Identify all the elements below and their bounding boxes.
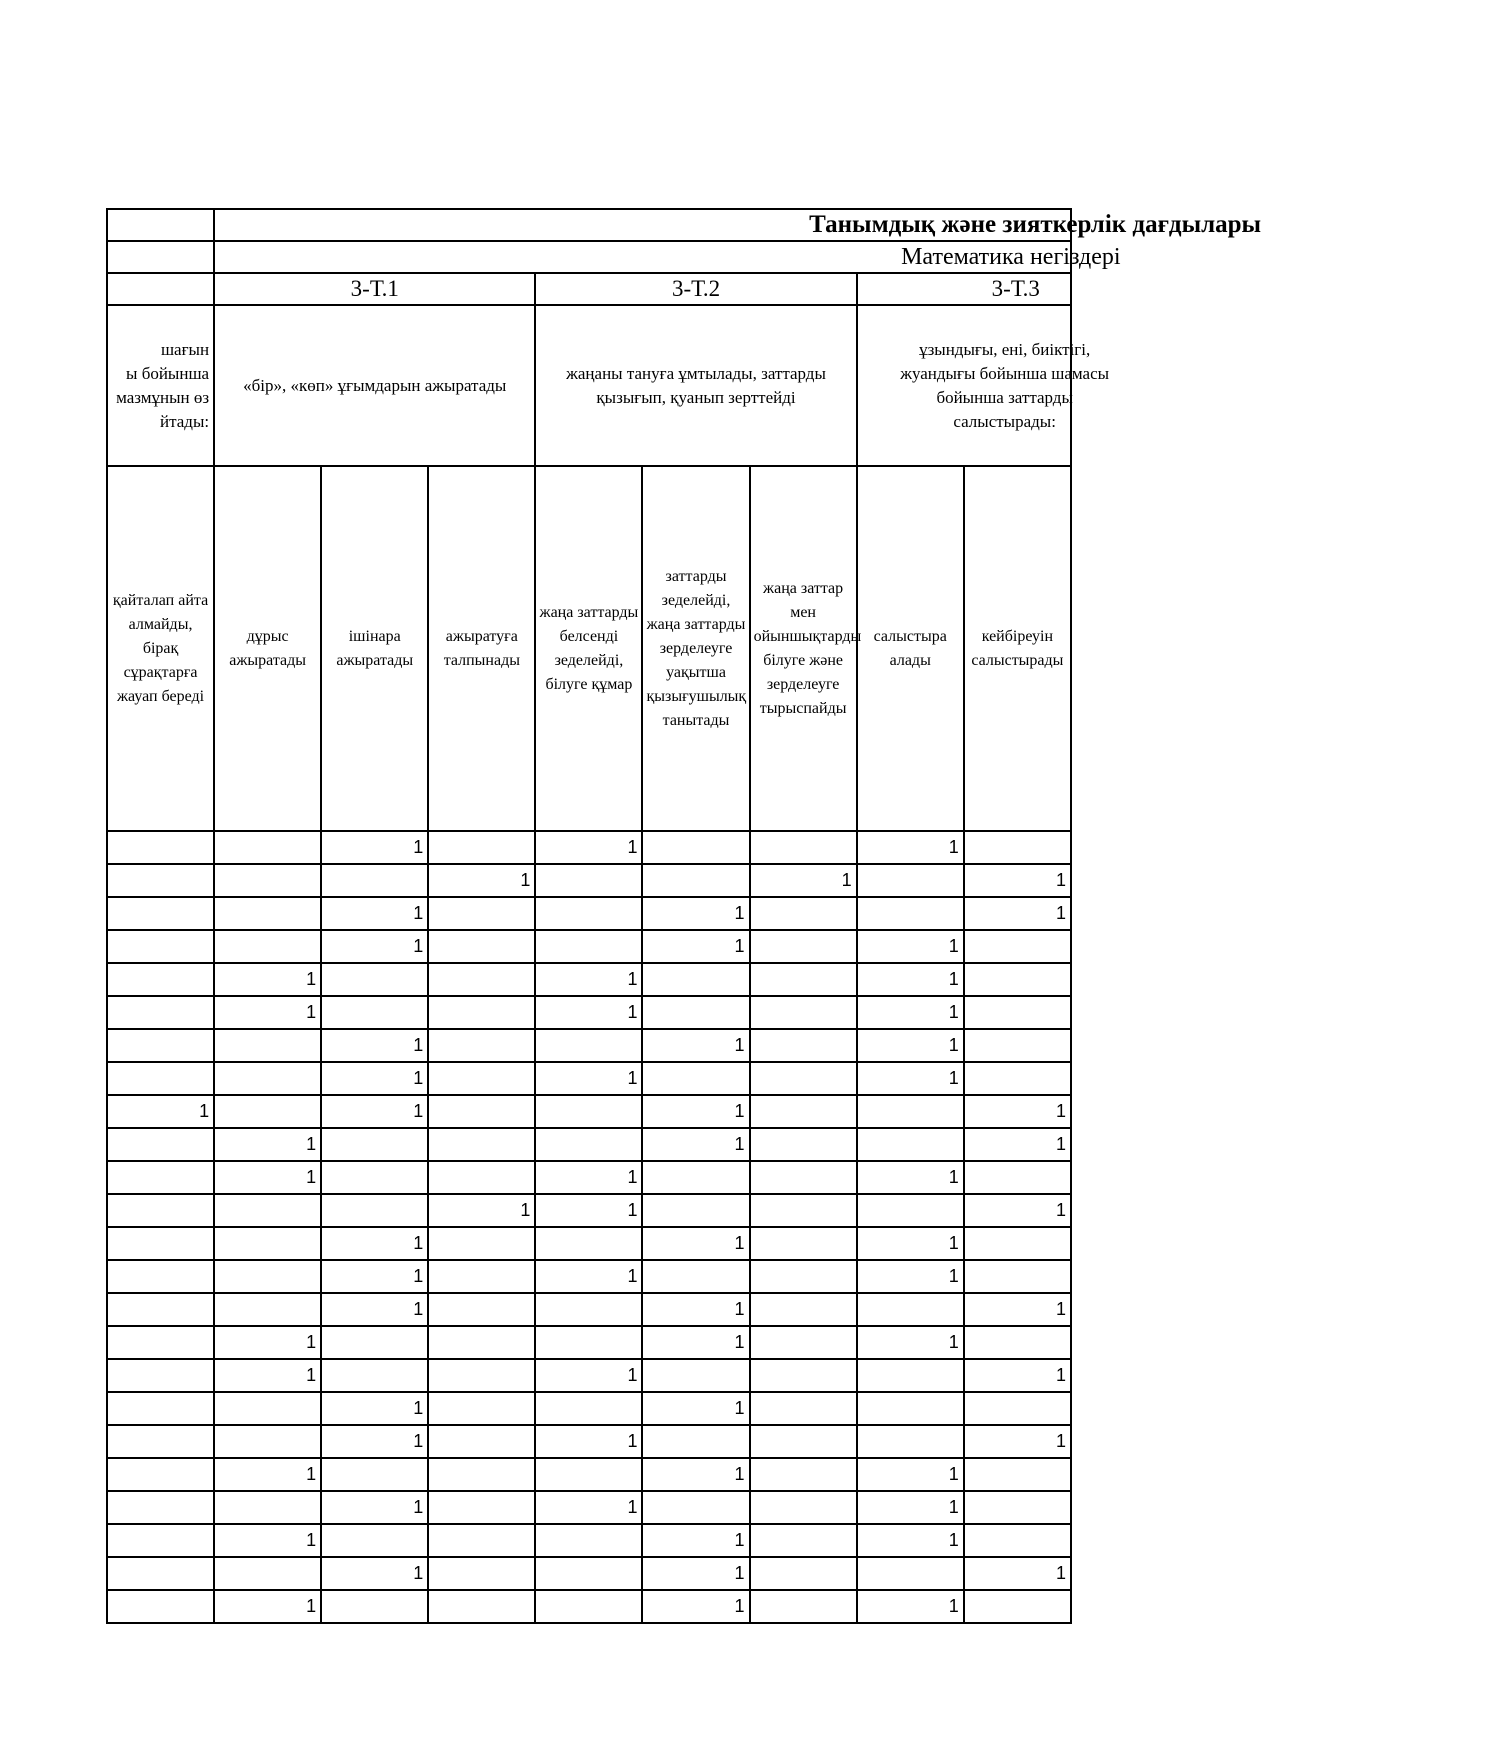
- table-cell[interactable]: [107, 1293, 214, 1326]
- table-cell[interactable]: 1: [321, 1062, 428, 1095]
- blank-cell: [107, 241, 214, 273]
- table-cell[interactable]: 1: [642, 1590, 749, 1623]
- table-cell[interactable]: 1: [857, 1029, 964, 1062]
- table-cell[interactable]: 1: [535, 996, 642, 1029]
- table-cell[interactable]: 1: [321, 1029, 428, 1062]
- table-cell[interactable]: 1: [535, 1359, 642, 1392]
- table-cell[interactable]: [107, 1557, 214, 1590]
- table-cell[interactable]: [535, 930, 642, 963]
- table-cell[interactable]: 1: [964, 1194, 1071, 1227]
- table-cell[interactable]: 1: [214, 1128, 321, 1161]
- sub-header-6: жаңа заттар мен ойыншықтарды білуге және зерделеуге тырыспайды: [750, 466, 857, 831]
- blank-cell: [107, 273, 214, 305]
- table-cell[interactable]: [321, 996, 428, 1029]
- table-cell[interactable]: 1: [214, 963, 321, 996]
- table-cell[interactable]: [750, 1557, 857, 1590]
- table-cell[interactable]: 1: [321, 1095, 428, 1128]
- table-cell[interactable]: 1: [321, 1425, 428, 1458]
- table-cell[interactable]: [107, 1491, 214, 1524]
- table-cell[interactable]: [428, 1293, 535, 1326]
- table-cell[interactable]: 1: [642, 1029, 749, 1062]
- table-cell[interactable]: [857, 1095, 964, 1128]
- table-cell[interactable]: 1: [214, 1590, 321, 1623]
- table-cell[interactable]: [750, 1293, 857, 1326]
- table-cell[interactable]: [750, 1128, 857, 1161]
- table-cell[interactable]: [107, 1326, 214, 1359]
- table-cell[interactable]: [750, 1392, 857, 1425]
- table-cell[interactable]: 1: [321, 1491, 428, 1524]
- table-cell[interactable]: [107, 1062, 214, 1095]
- table-cell[interactable]: [214, 930, 321, 963]
- table-cell[interactable]: [321, 1458, 428, 1491]
- table-cell[interactable]: [750, 1062, 857, 1095]
- table-cell[interactable]: [642, 1491, 749, 1524]
- table-cell[interactable]: [964, 1458, 1071, 1491]
- table-cell[interactable]: 1: [535, 963, 642, 996]
- group-code-2: 3-Т.2: [535, 273, 856, 305]
- table-cell[interactable]: [321, 1161, 428, 1194]
- group-description-3-label: ұзындығы, ені, биіктігі, жуандығы бойынша шамасы бойынша заттарды салыстырады:: [900, 339, 1110, 431]
- table-cell[interactable]: [321, 1359, 428, 1392]
- table-cell[interactable]: [107, 963, 214, 996]
- table-row: [107, 1062, 1071, 1095]
- table-cell[interactable]: 1: [535, 1161, 642, 1194]
- table-cell[interactable]: [535, 1326, 642, 1359]
- table-row: [107, 1392, 1071, 1425]
- table-cell[interactable]: [214, 1095, 321, 1128]
- table-cell[interactable]: 1: [857, 1326, 964, 1359]
- table-cell[interactable]: [428, 1029, 535, 1062]
- table-cell[interactable]: 1: [857, 1590, 964, 1623]
- table-cell[interactable]: 1: [535, 1062, 642, 1095]
- sub-header-4: жаңа заттарды белсенді зеделейді, білуге құмар: [535, 466, 642, 831]
- table-row: [107, 1359, 1071, 1392]
- table-cell[interactable]: 1: [535, 1425, 642, 1458]
- table-cell[interactable]: [750, 831, 857, 864]
- table-cell[interactable]: [107, 1194, 214, 1227]
- table-cell[interactable]: [964, 1227, 1071, 1260]
- table-cell[interactable]: [964, 996, 1071, 1029]
- table-cell[interactable]: [321, 864, 428, 897]
- table-cell[interactable]: [428, 930, 535, 963]
- table-cell[interactable]: [750, 1227, 857, 1260]
- section-title-row: [107, 209, 1071, 241]
- table-cell[interactable]: [214, 1557, 321, 1590]
- table-cell[interactable]: [321, 1194, 428, 1227]
- table-cell[interactable]: [642, 1260, 749, 1293]
- table-cell[interactable]: [857, 897, 964, 930]
- table-cell[interactable]: 1: [857, 1161, 964, 1194]
- table-cell[interactable]: [428, 831, 535, 864]
- table-cell[interactable]: [214, 831, 321, 864]
- table-cell[interactable]: [964, 1524, 1071, 1557]
- table-row: [107, 1458, 1071, 1491]
- table-cell[interactable]: [428, 1392, 535, 1425]
- table-cell[interactable]: 1: [321, 1227, 428, 1260]
- table-cell[interactable]: 1: [642, 1524, 749, 1557]
- table-cell[interactable]: [857, 1293, 964, 1326]
- table-cell[interactable]: [428, 1227, 535, 1260]
- table-cell[interactable]: [535, 1293, 642, 1326]
- spreadsheet-page: [106, 208, 1262, 1616]
- table-cell[interactable]: 1: [857, 831, 964, 864]
- table-cell[interactable]: [535, 1458, 642, 1491]
- table-cell[interactable]: [750, 897, 857, 930]
- table-cell[interactable]: [750, 1425, 857, 1458]
- table-cell[interactable]: 1: [964, 1293, 1071, 1326]
- table-cell[interactable]: [750, 1359, 857, 1392]
- table-cell[interactable]: [857, 1557, 964, 1590]
- table-cell[interactable]: [964, 1161, 1071, 1194]
- table-cell[interactable]: [107, 930, 214, 963]
- table-cell[interactable]: [321, 963, 428, 996]
- table-cell[interactable]: [964, 1491, 1071, 1524]
- table-cell[interactable]: [964, 1029, 1071, 1062]
- table-cell[interactable]: 1: [535, 1491, 642, 1524]
- table-cell[interactable]: 1: [321, 1392, 428, 1425]
- table-cell[interactable]: 1: [107, 1095, 214, 1128]
- table-cell[interactable]: 1: [964, 1128, 1071, 1161]
- table-cell[interactable]: 1: [964, 1359, 1071, 1392]
- table-cell[interactable]: [107, 1425, 214, 1458]
- table-cell[interactable]: [750, 1326, 857, 1359]
- table-row: [107, 1029, 1071, 1062]
- table-cell[interactable]: [535, 897, 642, 930]
- table-cell[interactable]: [964, 1590, 1071, 1623]
- table-cell[interactable]: [642, 1161, 749, 1194]
- lead-description-line: мазмұнын өз: [116, 387, 210, 407]
- table-row: [107, 1293, 1071, 1326]
- table-cell[interactable]: [107, 1029, 214, 1062]
- group-code-1: 3-Т.1: [214, 273, 535, 305]
- table-cell[interactable]: [750, 1095, 857, 1128]
- table-row: [107, 1260, 1071, 1293]
- table-cell[interactable]: 1: [964, 897, 1071, 930]
- group-description-row: [107, 305, 1071, 466]
- sub-header-8: кейбіреуін салыстырады: [964, 466, 1071, 831]
- table-cell[interactable]: 1: [214, 996, 321, 1029]
- table-cell[interactable]: 1: [857, 1491, 964, 1524]
- group-description-1: «бір», «көп» ұғымдарын ажыратады: [214, 305, 535, 466]
- table-cell[interactable]: 1: [321, 930, 428, 963]
- table-cell[interactable]: 1: [321, 1557, 428, 1590]
- table-cell[interactable]: [107, 1359, 214, 1392]
- table-row: [107, 1524, 1071, 1557]
- table-cell[interactable]: 1: [321, 1260, 428, 1293]
- table-cell[interactable]: [750, 1491, 857, 1524]
- table-cell[interactable]: [750, 1260, 857, 1293]
- table-cell[interactable]: [964, 1326, 1071, 1359]
- sub-header-3: ажыратуға талпынады: [428, 466, 535, 831]
- table-row: [107, 1491, 1071, 1524]
- group-code-row: [107, 273, 1071, 305]
- table-cell[interactable]: [428, 897, 535, 930]
- table-cell[interactable]: 1: [964, 1425, 1071, 1458]
- table-cell[interactable]: [750, 963, 857, 996]
- table-cell[interactable]: 1: [750, 864, 857, 897]
- table-cell[interactable]: [642, 864, 749, 897]
- lead-description-line: ы бойынша: [126, 363, 210, 383]
- table-cell[interactable]: [214, 1260, 321, 1293]
- table-cell[interactable]: [321, 1524, 428, 1557]
- group-code-3: 3-Т.3: [857, 273, 1071, 305]
- table-cell[interactable]: 1: [535, 1194, 642, 1227]
- table-cell[interactable]: [750, 1029, 857, 1062]
- table-cell[interactable]: [964, 963, 1071, 996]
- table-cell[interactable]: [750, 930, 857, 963]
- table-cell[interactable]: [642, 831, 749, 864]
- group-description-3: [857, 305, 1110, 466]
- table-cell[interactable]: [428, 1590, 535, 1623]
- table-cell[interactable]: 1: [642, 897, 749, 930]
- table-row: [107, 1128, 1071, 1161]
- table-row: [107, 1095, 1071, 1128]
- table-cell[interactable]: 1: [642, 1557, 749, 1590]
- table-cell[interactable]: [107, 864, 214, 897]
- table-cell[interactable]: [321, 1128, 428, 1161]
- table-cell[interactable]: 1: [857, 963, 964, 996]
- table-cell[interactable]: [428, 1326, 535, 1359]
- sub-header-0: қайталап айта алмайды, бірақ сұрақтарға жауап береді: [107, 466, 214, 831]
- table-row: [107, 1194, 1071, 1227]
- table-row: [107, 1425, 1071, 1458]
- table-cell[interactable]: [214, 1227, 321, 1260]
- table-cell[interactable]: [750, 1194, 857, 1227]
- lead-description: [107, 305, 214, 466]
- table-cell[interactable]: [428, 1359, 535, 1392]
- table-cell[interactable]: [428, 1557, 535, 1590]
- table-cell[interactable]: [428, 1062, 535, 1095]
- table-cell[interactable]: 1: [642, 1227, 749, 1260]
- table-cell[interactable]: [107, 1524, 214, 1557]
- table-cell[interactable]: [857, 1128, 964, 1161]
- table-cell[interactable]: 1: [428, 864, 535, 897]
- table-cell[interactable]: [535, 864, 642, 897]
- table-cell[interactable]: [857, 1392, 964, 1425]
- table-row: [107, 864, 1071, 897]
- lead-description-line: йтады:: [160, 411, 210, 431]
- table-cell[interactable]: [642, 1194, 749, 1227]
- table-cell[interactable]: [214, 1194, 321, 1227]
- sub-header-2: ішінара ажыратады: [321, 466, 428, 831]
- table-cell[interactable]: [214, 1425, 321, 1458]
- table-cell[interactable]: [428, 963, 535, 996]
- table-cell[interactable]: [750, 1590, 857, 1623]
- table-cell[interactable]: [535, 1557, 642, 1590]
- table-cell[interactable]: [535, 1128, 642, 1161]
- table-cell[interactable]: [535, 1095, 642, 1128]
- table-cell[interactable]: 1: [321, 831, 428, 864]
- table-cell[interactable]: [321, 1590, 428, 1623]
- table-cell[interactable]: [535, 1590, 642, 1623]
- table-row: [107, 1326, 1071, 1359]
- table-cell[interactable]: 1: [964, 864, 1071, 897]
- table-row: [107, 996, 1071, 1029]
- table-row: [107, 963, 1071, 996]
- table-cell[interactable]: 1: [321, 1293, 428, 1326]
- sub-header-5: заттарды зеделейді, жаңа заттарды зерделеуге уақытша қызығушылық танытады: [642, 466, 749, 831]
- table-cell[interactable]: [107, 1128, 214, 1161]
- table-cell[interactable]: 1: [321, 897, 428, 930]
- table-cell[interactable]: [107, 831, 214, 864]
- table-cell[interactable]: [750, 1524, 857, 1557]
- table-cell[interactable]: [857, 1425, 964, 1458]
- sub-header-row: [107, 466, 1071, 831]
- table-cell[interactable]: [750, 1458, 857, 1491]
- table-cell[interactable]: 1: [535, 1260, 642, 1293]
- table-cell[interactable]: [428, 996, 535, 1029]
- table-cell[interactable]: 1: [857, 1524, 964, 1557]
- table-cell[interactable]: 1: [214, 1326, 321, 1359]
- table-cell[interactable]: 1: [642, 1392, 749, 1425]
- table-cell[interactable]: [214, 1392, 321, 1425]
- assessment-table: [106, 208, 1262, 1624]
- table-cell[interactable]: [857, 1359, 964, 1392]
- table-row: [107, 1161, 1071, 1194]
- table-cell[interactable]: [964, 930, 1071, 963]
- table-cell[interactable]: [428, 1260, 535, 1293]
- subject-title-row: [107, 241, 1071, 273]
- table-cell[interactable]: 1: [214, 1161, 321, 1194]
- table-cell[interactable]: [428, 1524, 535, 1557]
- table-cell[interactable]: [107, 1458, 214, 1491]
- section-title: Танымдық және зияткерлік дағдылары: [214, 209, 1071, 241]
- table-cell[interactable]: [964, 1260, 1071, 1293]
- table-cell[interactable]: 1: [642, 1326, 749, 1359]
- sub-header-1: дұрыс ажыратады: [214, 466, 321, 831]
- table-cell[interactable]: [107, 1227, 214, 1260]
- table-cell[interactable]: [214, 1029, 321, 1062]
- table-cell[interactable]: 1: [857, 1260, 964, 1293]
- lead-description-line: шағын: [160, 339, 210, 359]
- table-cell[interactable]: [535, 1227, 642, 1260]
- table-cell[interactable]: [107, 897, 214, 930]
- table-cell[interactable]: [428, 1095, 535, 1128]
- table-cell[interactable]: [214, 1491, 321, 1524]
- table-cell[interactable]: 1: [642, 1095, 749, 1128]
- table-cell[interactable]: [214, 1293, 321, 1326]
- table-row: [107, 930, 1071, 963]
- table-cell[interactable]: [535, 1392, 642, 1425]
- table-cell[interactable]: [214, 897, 321, 930]
- table-cell[interactable]: [535, 1029, 642, 1062]
- table-cell[interactable]: [428, 1161, 535, 1194]
- table-cell[interactable]: [642, 963, 749, 996]
- table-cell[interactable]: [428, 1128, 535, 1161]
- sub-header-7: салыстыра алады: [857, 466, 964, 831]
- table-cell[interactable]: 1: [857, 1458, 964, 1491]
- table-cell[interactable]: [428, 1425, 535, 1458]
- table-cell[interactable]: [964, 1062, 1071, 1095]
- table-cell[interactable]: 1: [642, 1458, 749, 1491]
- group-description-3-text: [890, 338, 1490, 434]
- table-cell[interactable]: 1: [964, 1557, 1071, 1590]
- table-cell[interactable]: [214, 864, 321, 897]
- table-cell[interactable]: [107, 1260, 214, 1293]
- table-cell[interactable]: [857, 864, 964, 897]
- table-cell[interactable]: [642, 1359, 749, 1392]
- table-cell[interactable]: [428, 1458, 535, 1491]
- table-cell[interactable]: [750, 1161, 857, 1194]
- table-row: [107, 1590, 1071, 1623]
- table-cell[interactable]: 1: [857, 930, 964, 963]
- table-cell[interactable]: [107, 1590, 214, 1623]
- table-cell[interactable]: 1: [857, 996, 964, 1029]
- table-cell[interactable]: [107, 1161, 214, 1194]
- table-cell[interactable]: 1: [214, 1524, 321, 1557]
- table-cell[interactable]: 1: [535, 831, 642, 864]
- table-cell[interactable]: [107, 1392, 214, 1425]
- table-cell[interactable]: [642, 1062, 749, 1095]
- table-row: [107, 1227, 1071, 1260]
- blank-cell: [107, 209, 214, 241]
- table-cell[interactable]: [642, 996, 749, 1029]
- table-cell[interactable]: [964, 1392, 1071, 1425]
- group-description-2: жаңаны тануға ұмтылады, заттарды қызығып, қуанып зерттейді: [535, 305, 856, 466]
- table-cell[interactable]: [214, 1062, 321, 1095]
- table-cell[interactable]: 1: [857, 1227, 964, 1260]
- table-cell[interactable]: [535, 1524, 642, 1557]
- table-cell[interactable]: 1: [214, 1359, 321, 1392]
- table-cell[interactable]: 1: [214, 1458, 321, 1491]
- table-cell[interactable]: [428, 1491, 535, 1524]
- table-row: [107, 897, 1071, 930]
- table-cell[interactable]: 1: [428, 1194, 535, 1227]
- table-cell[interactable]: [857, 1194, 964, 1227]
- table-cell[interactable]: 1: [857, 1062, 964, 1095]
- table-cell[interactable]: [642, 1425, 749, 1458]
- table-cell[interactable]: 1: [642, 1293, 749, 1326]
- table-cell[interactable]: [107, 996, 214, 1029]
- subject-title: Математика негіздері: [214, 241, 1071, 273]
- table-cell[interactable]: 1: [964, 1095, 1071, 1128]
- table-row: [107, 831, 1071, 864]
- table-cell[interactable]: [750, 996, 857, 1029]
- table-cell[interactable]: [964, 831, 1071, 864]
- table-cell[interactable]: 1: [642, 930, 749, 963]
- table-cell[interactable]: 1: [642, 1128, 749, 1161]
- table-row: [107, 1557, 1071, 1590]
- table-cell[interactable]: [321, 1326, 428, 1359]
